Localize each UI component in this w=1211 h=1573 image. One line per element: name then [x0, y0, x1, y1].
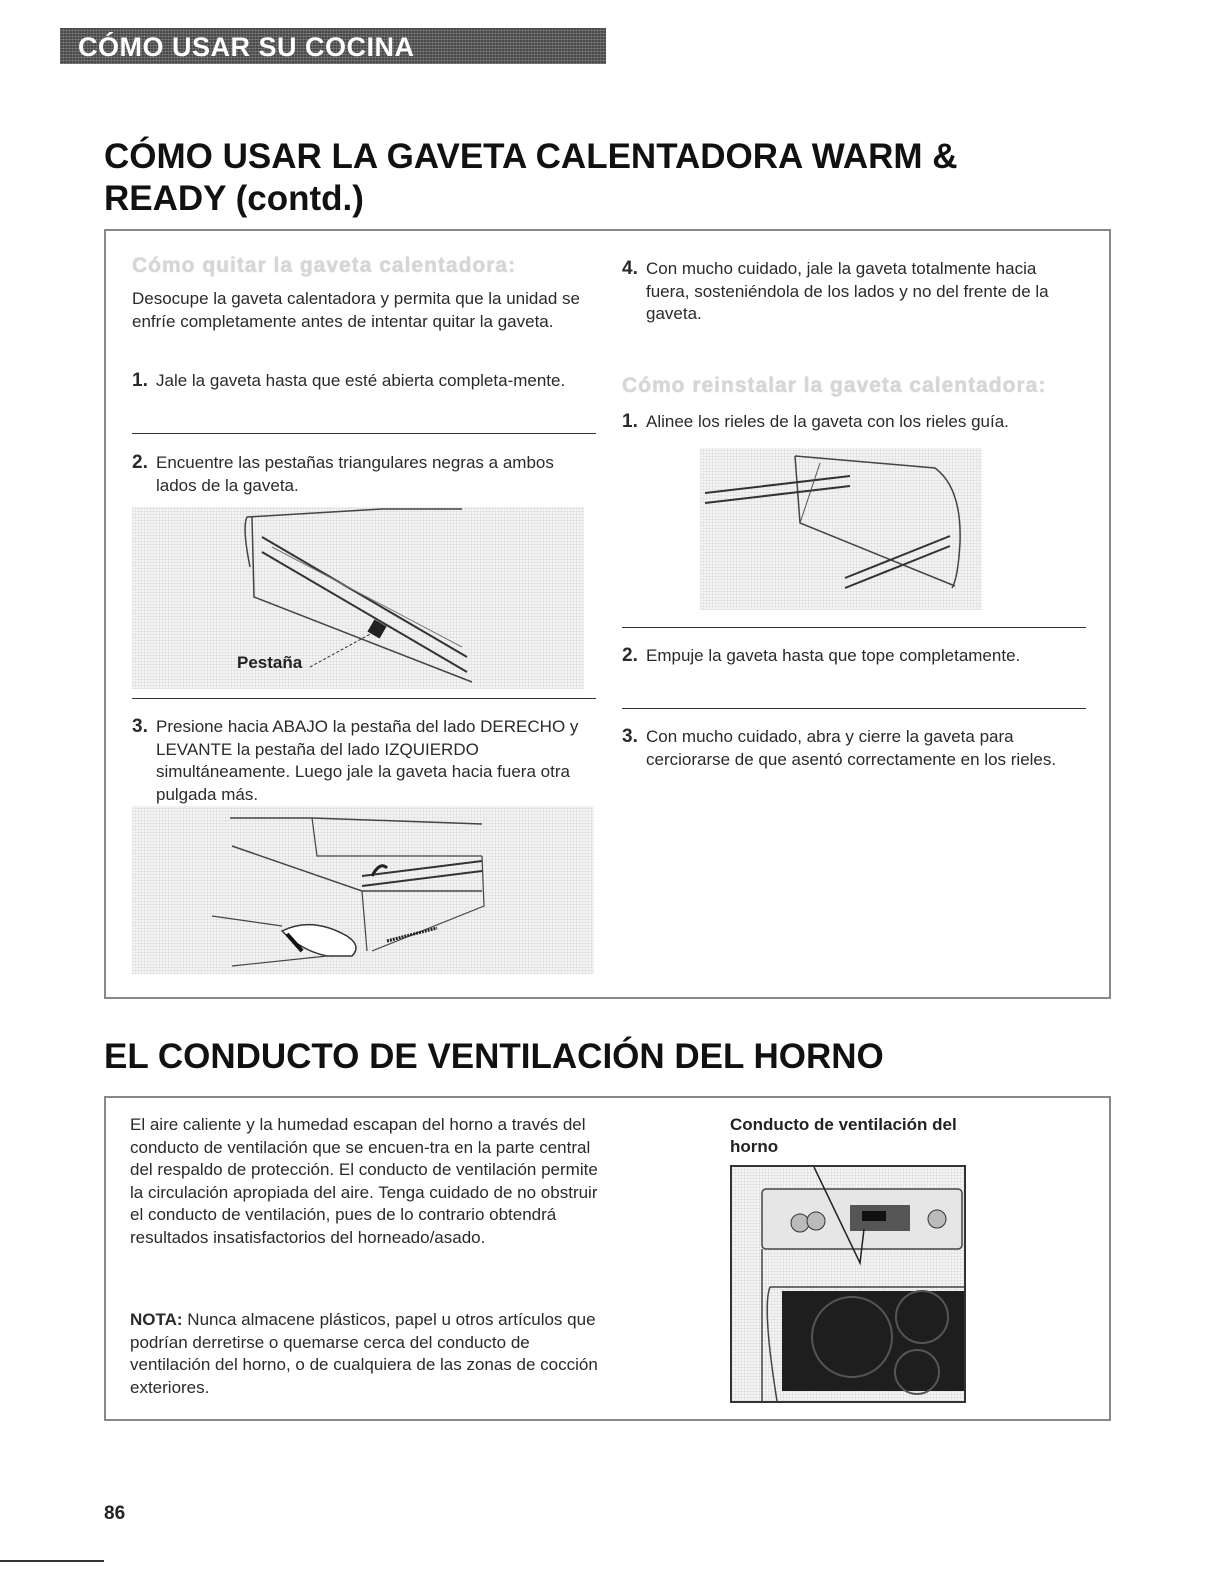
tab-label: Pestaña — [237, 653, 303, 672]
rail-align-illustration — [700, 448, 982, 610]
remove-step-4 — [622, 258, 1084, 326]
step-number: 4. — [622, 258, 638, 279]
oven-vent-body: El aire caliente y la humedad escapan del horno a través del conducto de ventilación que se encuen-tra en la parte central del respaldo de protección. El conducto de ventilación permite la circulación apropiada del aire. Tenga cuidado de no obstruir el conducto de ventilación, pues de lo contrario obtendrá resultados insatisfactorios del horneado/asado. — [130, 1115, 598, 1247]
step-number: 1. — [622, 411, 638, 432]
page-number: 86 — [104, 1503, 126, 1524]
drawer-pull-illustration — [132, 806, 594, 974]
footer-rule — [0, 1560, 104, 1562]
oven-vent-figure — [730, 1165, 966, 1403]
oven-vent-figure-label: Conducto de ventilación del horno — [730, 1115, 957, 1156]
step-text: Jale la gaveta hasta que esté abierta completa-mente. — [156, 371, 566, 390]
step-text: Con mucho cuidado, jale la gaveta totalmente hacia fuera, sosteniéndola de los lados y no del frente de la gaveta. — [646, 259, 1049, 323]
note-text: Nunca almacene plásticos, papel u otros artículos que podrían derretirse o quemarse cerca del conducto de ventilación del horno, o de cualquiera de las zonas de cocción exteriores. — [130, 1310, 598, 1397]
remove-step-1 — [132, 370, 592, 393]
chapter-header-text: CÓMO USAR SU COCINA — [78, 32, 415, 62]
reinstall-step-1 — [622, 411, 1084, 434]
chapter-header-band — [60, 28, 606, 64]
divider — [132, 433, 596, 434]
step-text: Alinee los rieles de la gaveta con los rieles guía. — [646, 412, 1009, 431]
remove-intro: Desocupe la gaveta calentadora y permita que la unidad se enfríe completamente antes de intentar quitar la gaveta. — [132, 289, 580, 331]
reinstall-step-3 — [622, 726, 1084, 771]
remove-subtitle: Cómo quitar la gaveta calentadora: — [132, 254, 517, 277]
step-text: Encuentre las pestañas triangulares negras a ambos lados de la gaveta. — [156, 453, 554, 495]
reinstall-step-2 — [622, 645, 1084, 668]
step-number: 3. — [622, 726, 638, 747]
drawer-tab-illustration — [132, 507, 584, 689]
step-number: 2. — [622, 645, 638, 666]
step-number: 1. — [132, 370, 148, 391]
step-number: 2. — [132, 452, 148, 473]
divider — [132, 698, 596, 699]
step-number: 3. — [132, 716, 148, 737]
remove-step-3 — [132, 716, 592, 806]
step-text: Empuje la gaveta hasta que tope completamente. — [646, 646, 1021, 665]
reinstall-subtitle: Cómo reinstalar la gaveta calentadora: — [622, 374, 1047, 397]
rail-align-figure — [700, 448, 982, 610]
step-text: Presione hacia ABAJO la pestaña del lado DERECHO y LEVANTE la pestaña del lado IZQUIERDO simultáneamente. Luego jale la gaveta hacia fuera otra pulgada más. — [156, 717, 579, 804]
note-label: NOTA: — [130, 1310, 183, 1329]
drawer-tab-figure — [132, 507, 584, 689]
remove-step-2 — [132, 452, 592, 497]
divider — [622, 627, 1086, 628]
step-text: Con mucho cuidado, abra y cierre la gaveta para cerciorarse de que asentó correctamente en los rieles. — [646, 727, 1057, 769]
oven-vent-note — [130, 1309, 600, 1399]
section-title-oven-vent: EL CONDUCTO DE VENTILACIÓN DEL HORNO — [104, 1037, 884, 1076]
section-title-warming-drawer: CÓMO USAR LA GAVETA CALENTADORA WARM & READY (contd.) — [104, 137, 958, 218]
divider — [622, 708, 1086, 709]
range-backguard-illustration — [732, 1167, 964, 1401]
drawer-pull-figure — [132, 806, 594, 974]
